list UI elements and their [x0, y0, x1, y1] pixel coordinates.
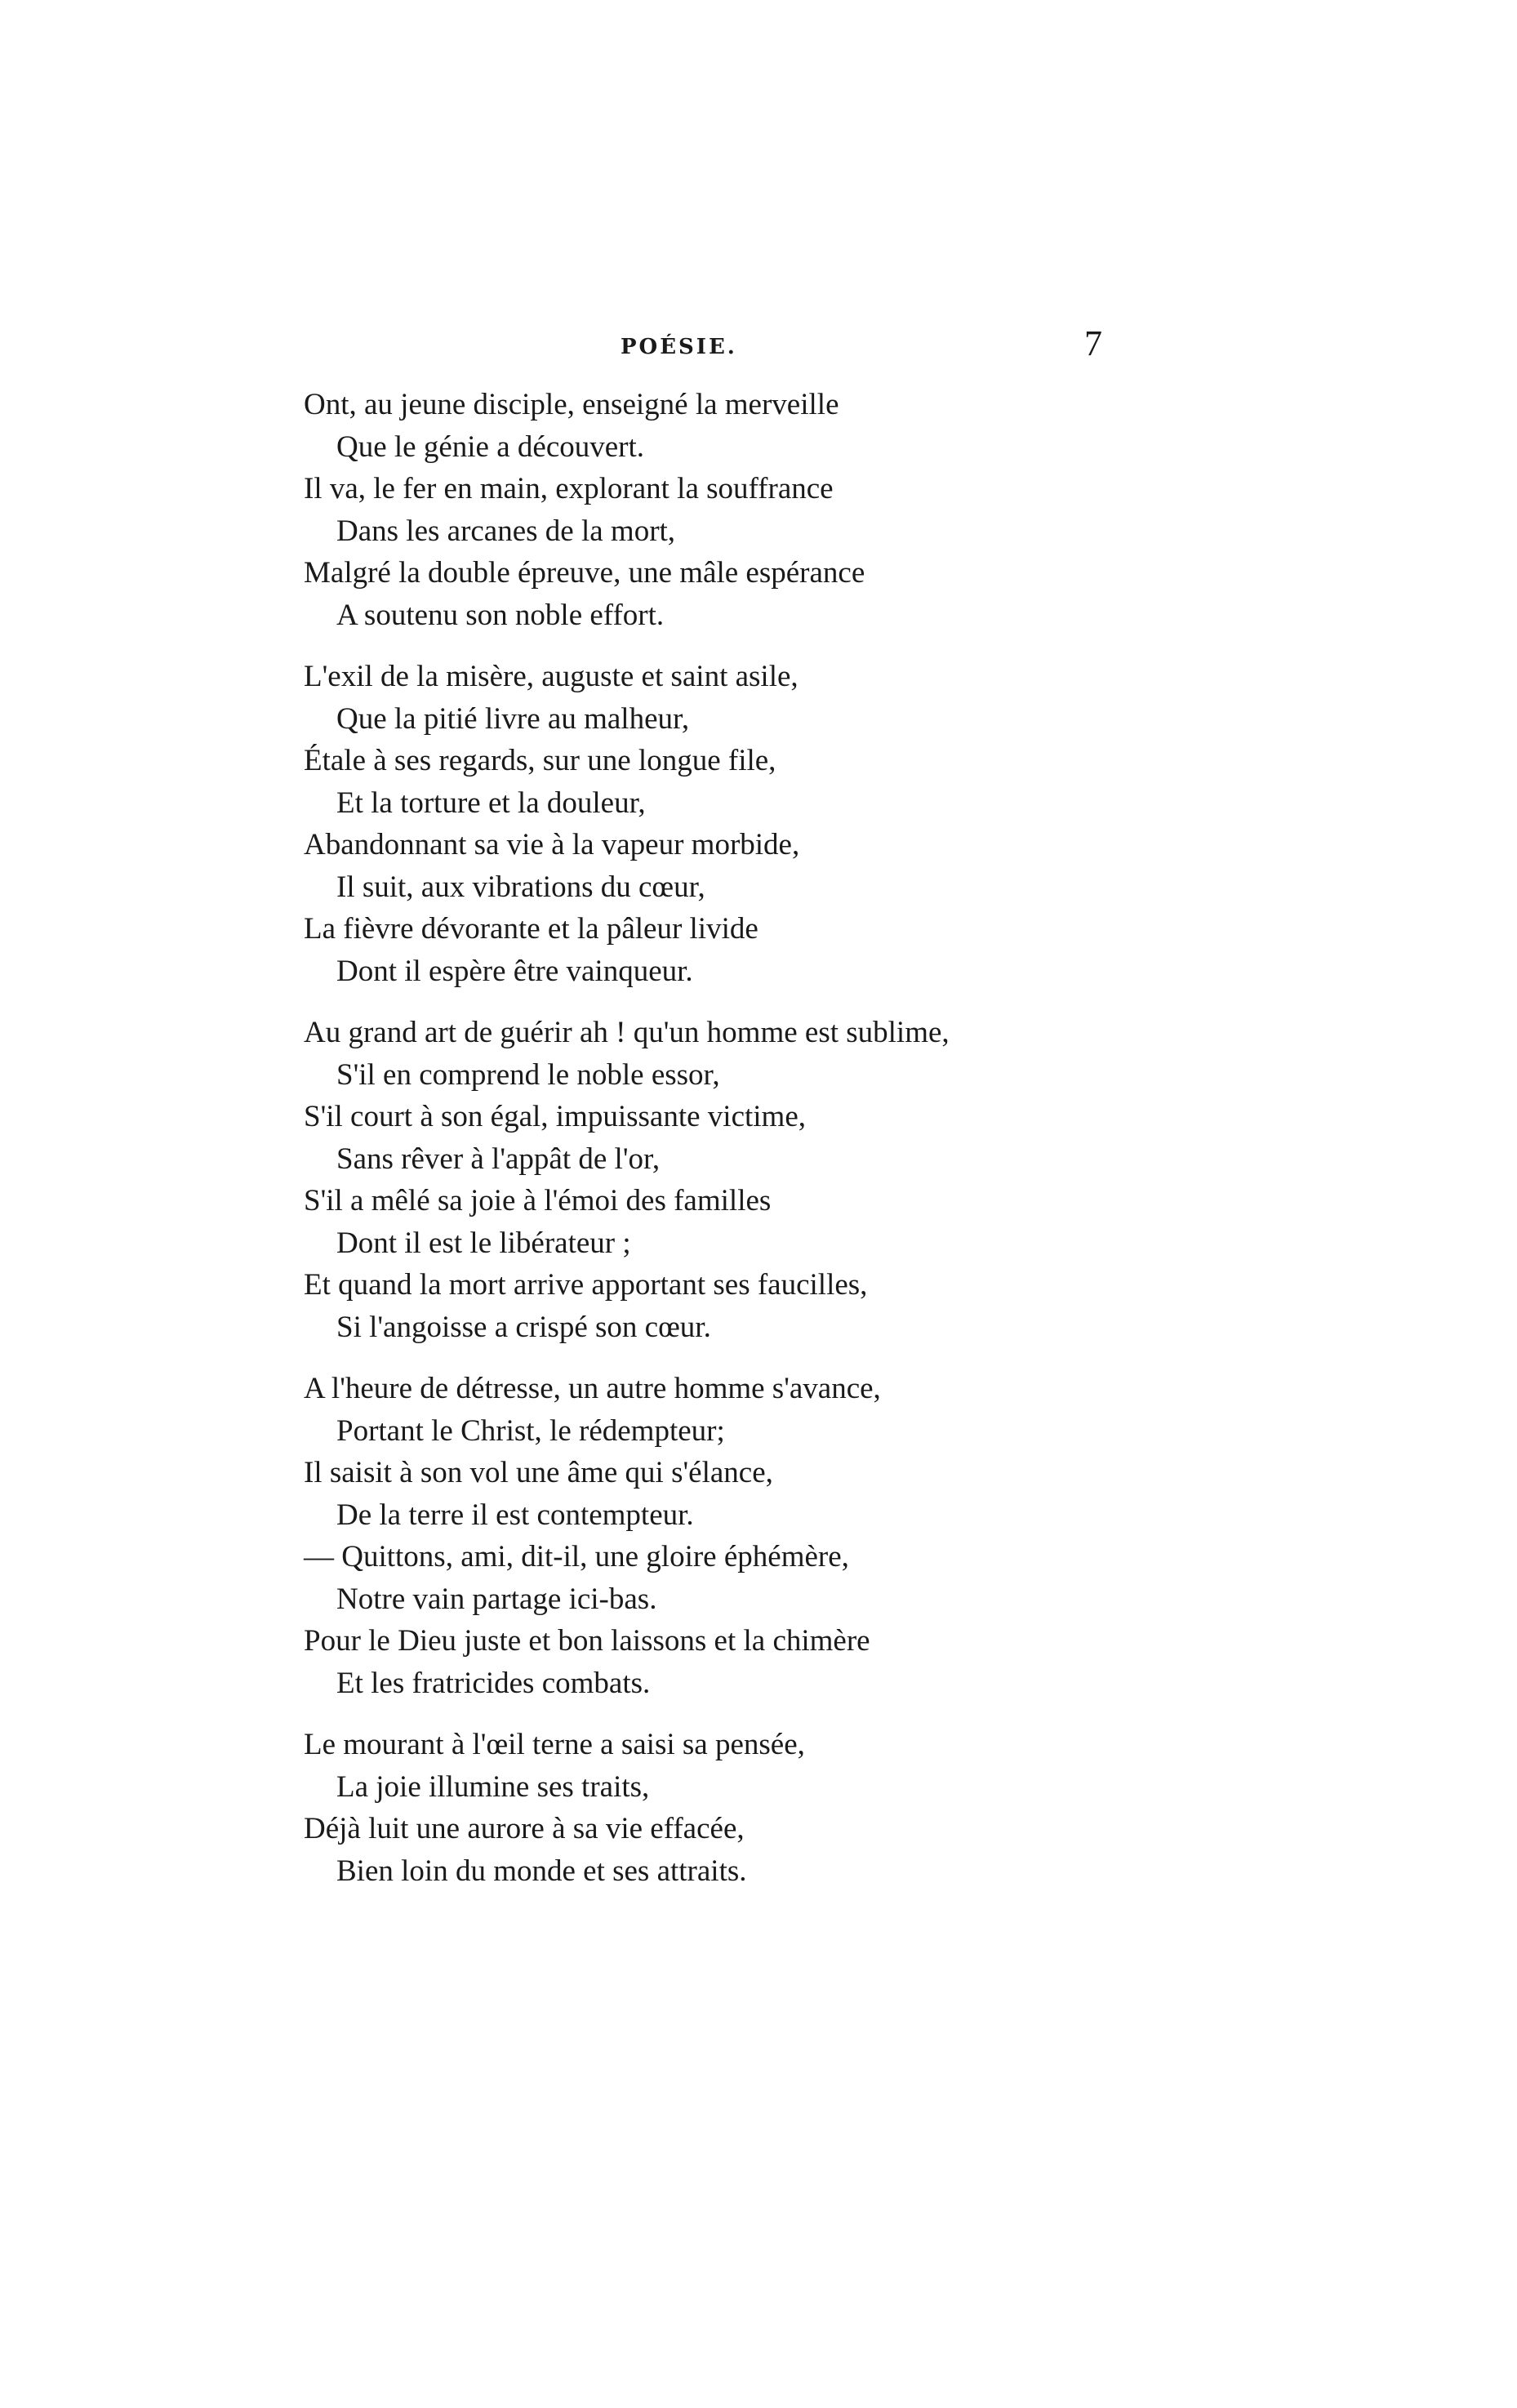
verse-line: Il suit, aux vibrations du cœur,	[336, 870, 705, 904]
verse-line: — Quittons, ami, dit-il, une gloire éphémère,	[304, 1540, 849, 1573]
verse-line: Et les fratricides combats.	[336, 1666, 651, 1700]
verse-line: La joie illumine ses traits,	[336, 1769, 650, 1804]
stanza-4	[304, 1368, 1283, 1704]
verse-line: S'il a mêlé sa joie à l'émoi des familles	[304, 1184, 772, 1217]
verse-line: Abandonnant sa vie à la vapeur morbide,	[304, 828, 800, 861]
verse-line: Malgré la double épreuve, une mâle espérance	[304, 556, 865, 590]
verse-line: Le mourant à l'œil terne a saisi sa pensée,	[304, 1728, 805, 1761]
verse-line: Sans rêver à l'appât de l'or,	[336, 1142, 661, 1176]
verse-line: L'exil de la misère, auguste et saint asile,	[304, 660, 799, 693]
verse-line: Dans les arcanes de la mort,	[336, 514, 676, 548]
verse-line: Déjà luit une aurore à sa vie effacée,	[304, 1812, 745, 1845]
verse-line: Étale à ses regards, sur une longue file,	[304, 744, 776, 777]
stanza-1	[304, 384, 1283, 636]
verse-line: Il va, le fer en main, explorant la souffrance	[304, 472, 834, 505]
verse-line: Bien loin du monde et ses attraits.	[336, 1854, 747, 1888]
verse-line: Il saisit à son vol une âme qui s'élance,	[304, 1456, 773, 1489]
verse-line: Notre vain partage ici-bas.	[336, 1582, 657, 1616]
verse-line: Ont, au jeune disciple, enseigné la merveille	[304, 388, 839, 421]
verse-line: Portant le Christ, le rédempteur;	[336, 1413, 725, 1448]
verse-line: Dont il est le libérateur ;	[336, 1226, 631, 1260]
verse-line: Que la pitié livre au malheur,	[336, 701, 690, 736]
verse-line: Et la torture et la douleur,	[336, 786, 646, 820]
verse-line: A soutenu son noble effort.	[336, 598, 665, 632]
page-number: 7	[1084, 323, 1102, 363]
verse-line: Et quand la mort arrive apportant ses faucilles,	[304, 1268, 868, 1302]
verse-line: Au grand art de guérir ah ! qu'un homme est sublime,	[304, 1016, 950, 1049]
verse-line: A l'heure de détresse, un autre homme s'avance,	[304, 1372, 881, 1405]
running-title: POÉSIE.	[621, 335, 737, 359]
verse-line: Pour le Dieu juste et bon laissons et la chimère	[304, 1624, 870, 1658]
verse-line: S'il court à son égal, impuissante victime,	[304, 1100, 806, 1133]
stanza-3	[304, 1012, 1283, 1348]
verse-line: Que le génie a découvert.	[336, 430, 645, 464]
verse-line: Si l'angoisse a crispé son cœur.	[336, 1310, 711, 1344]
stanza-5	[304, 1724, 1283, 1892]
verse-line: Dont il espère être vainqueur.	[336, 954, 693, 988]
verse-line: S'il en comprend le noble essor,	[336, 1057, 720, 1092]
verse-line: La fièvre dévorante et la pâleur livide	[304, 912, 758, 946]
stanza-2	[304, 656, 1283, 992]
poem-body	[304, 384, 1283, 1912]
verse-line: De la terre il est contempteur.	[336, 1498, 694, 1532]
